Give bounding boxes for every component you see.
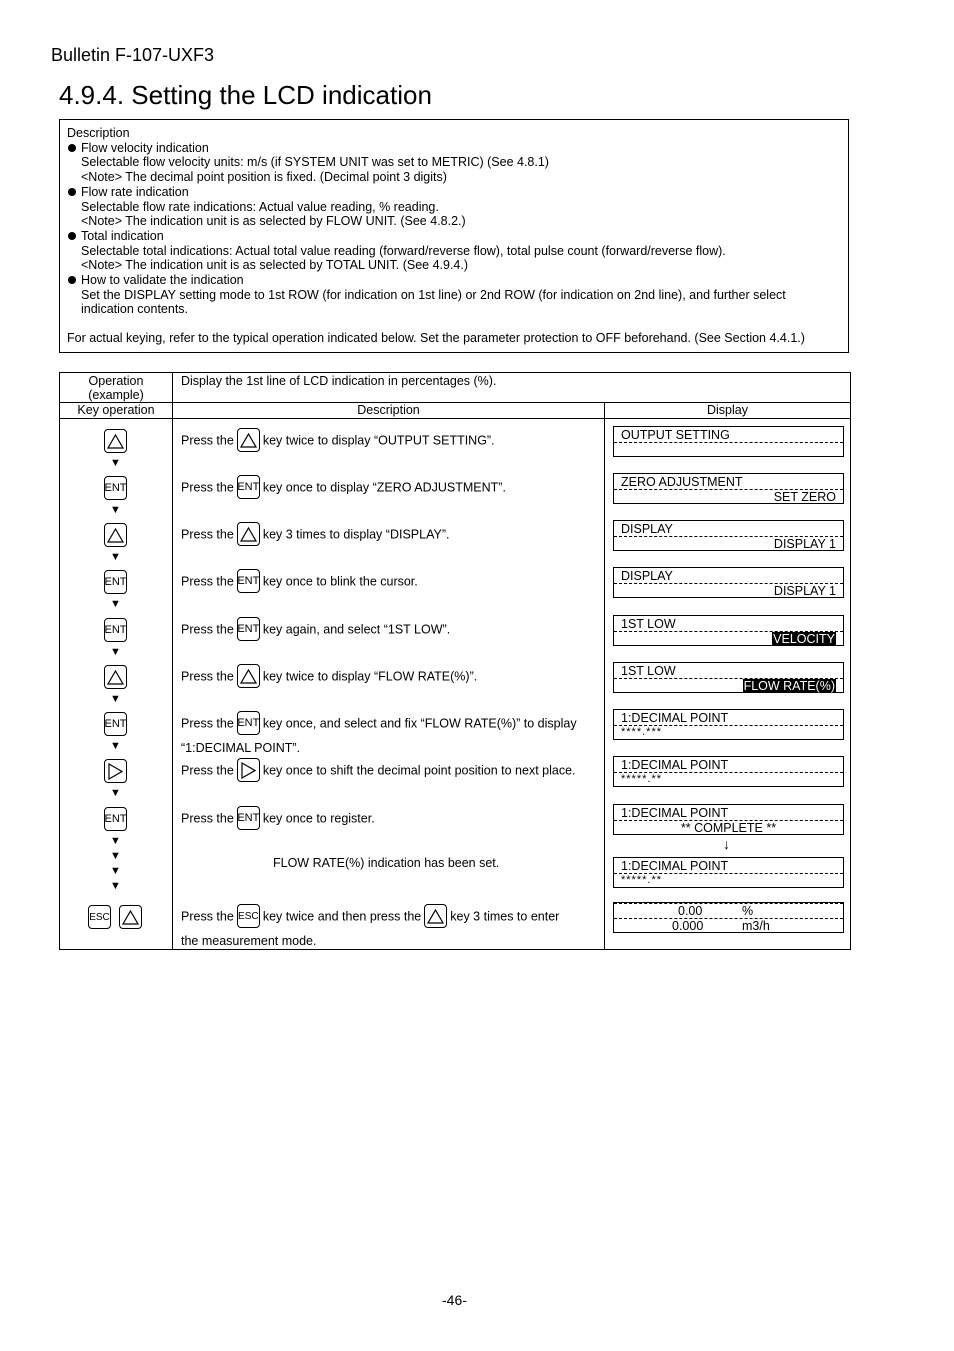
- step-1: Press the key twice to display “OUTPUT SETTING”.: [181, 429, 495, 453]
- lcd-display: 1:DECIMAL POINT *****.**: [613, 857, 844, 888]
- description-column: [173, 419, 605, 950]
- step-arrow: ▼: [110, 850, 121, 862]
- description-line: <Note> The indication unit is as selected by FLOW UNIT. (See 4.8.2.): [81, 214, 466, 229]
- page-number: -46-: [442, 1292, 467, 1308]
- step-arrow: ▼: [110, 835, 121, 847]
- bullet-item: Flow velocity indication: [67, 141, 841, 156]
- step-11-line2: the measurement mode.: [181, 934, 317, 948]
- lcd-display: 0.00 % 0.000 m3/h: [613, 902, 844, 933]
- step-arrow: ▼: [110, 880, 121, 892]
- step-arrow: ▼: [110, 504, 121, 516]
- step-6: Press the key twice to display “FLOW RATE(%)”.: [181, 665, 477, 689]
- lcd-display: 1:DECIMAL POINT *****.**: [613, 756, 844, 787]
- right-key-icon: [104, 759, 127, 783]
- up-key-icon: [424, 904, 447, 928]
- step-7: Press the ENT key once, and select and fix “FLOW RATE(%)” to display: [181, 712, 577, 736]
- step-arrow: ▼: [110, 646, 121, 658]
- ent-key-icon: ENT: [237, 711, 260, 735]
- up-key-icon: [237, 664, 260, 688]
- bullet-item: Total indication: [67, 229, 841, 244]
- column-header-description: Description: [173, 403, 605, 419]
- cursor-highlight: VELOCITY: [773, 632, 835, 646]
- description-line: <Note> The decimal point position is fixed. (Decimal point 3 digits): [81, 170, 447, 185]
- step-8: Press the key once to shift the decimal point position to next place.: [181, 759, 576, 783]
- description-line: Selectable total indications: Actual total value reading (forward/reverse flow), total pulse count (forward/reverse flow).: [81, 243, 726, 258]
- lcd-display: ZERO ADJUSTMENT SET ZERO: [613, 473, 844, 504]
- ent-key-icon: ENT: [237, 806, 260, 830]
- up-key-icon: [237, 428, 260, 452]
- ent-key-icon: ENT: [104, 618, 127, 642]
- column-header-display: Display: [605, 403, 851, 419]
- cursor-highlight: FLOW RATE(%): [743, 679, 835, 693]
- step-arrow: ▼: [110, 740, 121, 752]
- operation-table: [59, 372, 851, 950]
- ent-key-icon: ENT: [237, 617, 260, 641]
- section-title: 4.9.4. Setting the LCD indication: [59, 80, 432, 110]
- step-4: Press the ENT key once to blink the cursor.: [181, 570, 418, 594]
- lcd-display: OUTPUT SETTING: [613, 426, 844, 457]
- ent-key-icon: ENT: [237, 569, 260, 593]
- up-key-icon: [104, 665, 127, 689]
- step-arrow: ▼: [110, 693, 121, 705]
- operation-example-text: Display the 1st line of LCD indication in percentages (%).: [173, 373, 851, 403]
- down-arrow: ↓: [723, 836, 730, 852]
- operation-example-label: Operation (example): [60, 373, 173, 403]
- key-operation-column: [60, 419, 173, 950]
- column-header-key: Key operation: [60, 403, 173, 419]
- step-arrow: ▼: [110, 865, 121, 877]
- description-line: Set the DISPLAY setting mode to 1st ROW (for indication on 1st line) or 2nd ROW (for indication on 2nd line), and further select: [81, 287, 786, 302]
- right-key-icon: [237, 758, 260, 782]
- lcd-display: 1:DECIMAL POINT ****.***: [613, 709, 844, 740]
- step-arrow: ▼: [110, 787, 121, 799]
- ent-key-icon: ENT: [104, 807, 127, 831]
- bullet-item: Flow rate indication: [67, 185, 841, 200]
- lcd-display: 1ST LOW VELOCITY: [613, 615, 844, 646]
- display-column: [605, 419, 851, 950]
- step-arrow: ▼: [110, 457, 121, 469]
- description-heading: Description: [67, 126, 130, 140]
- step-7-line2: “1:DECIMAL POINT”.: [181, 741, 300, 755]
- step-11: Press the ESC key twice and then press the key 3 times to enter: [181, 905, 559, 929]
- ent-key-icon: ENT: [237, 475, 260, 499]
- lcd-display: 1ST LOW FLOW RATE(%): [613, 662, 844, 693]
- step-5: Press the ENT key again, and select “1ST LOW”.: [181, 618, 450, 642]
- description-line: indication contents.: [81, 302, 189, 317]
- bulletin-number: Bulletin F-107-UXF3: [51, 45, 215, 65]
- lcd-display: DISPLAY DISPLAY 1: [613, 520, 844, 551]
- ent-key-icon: ENT: [104, 712, 127, 736]
- step-10: FLOW RATE(%) indication has been set.: [273, 856, 500, 870]
- ent-key-icon: ENT: [104, 570, 127, 594]
- description-line: Selectable flow velocity units: m/s (if SYSTEM UNIT was set to METRIC) (See 4.8.1): [81, 155, 549, 170]
- description-footer: For actual keying, refer to the typical operation indicated below. Set the parameter protection to OFF beforehand. (See Section 4.4.1.): [67, 331, 805, 346]
- up-key-icon: [104, 523, 127, 547]
- esc-key-icon: ESC: [88, 905, 111, 929]
- up-key-icon: [119, 905, 142, 929]
- lcd-display: DISPLAY DISPLAY 1: [613, 567, 844, 598]
- lcd-display: 1:DECIMAL POINT ** COMPLETE **: [613, 804, 844, 835]
- step-9: Press the ENT key once to register.: [181, 807, 375, 831]
- description-line: <Note> The indication unit is as selected by TOTAL UNIT. (See 4.9.4.): [81, 258, 469, 273]
- ent-key-icon: ENT: [104, 476, 127, 500]
- description-box: [59, 119, 849, 353]
- up-key-icon: [237, 522, 260, 546]
- step-2: Press the ENT key once to display “ZERO ADJUSTMENT”.: [181, 476, 506, 500]
- step-3: Press the key 3 times to display “DISPLAY”.: [181, 523, 449, 547]
- step-arrow: ▼: [110, 598, 121, 610]
- up-key-icon: [104, 429, 127, 453]
- bullet-item: How to validate the indication: [67, 273, 841, 288]
- step-arrow: ▼: [110, 551, 121, 563]
- esc-key-icon: ESC: [237, 904, 260, 928]
- description-line: Selectable flow rate indications: Actual value reading, % reading.: [81, 199, 439, 214]
